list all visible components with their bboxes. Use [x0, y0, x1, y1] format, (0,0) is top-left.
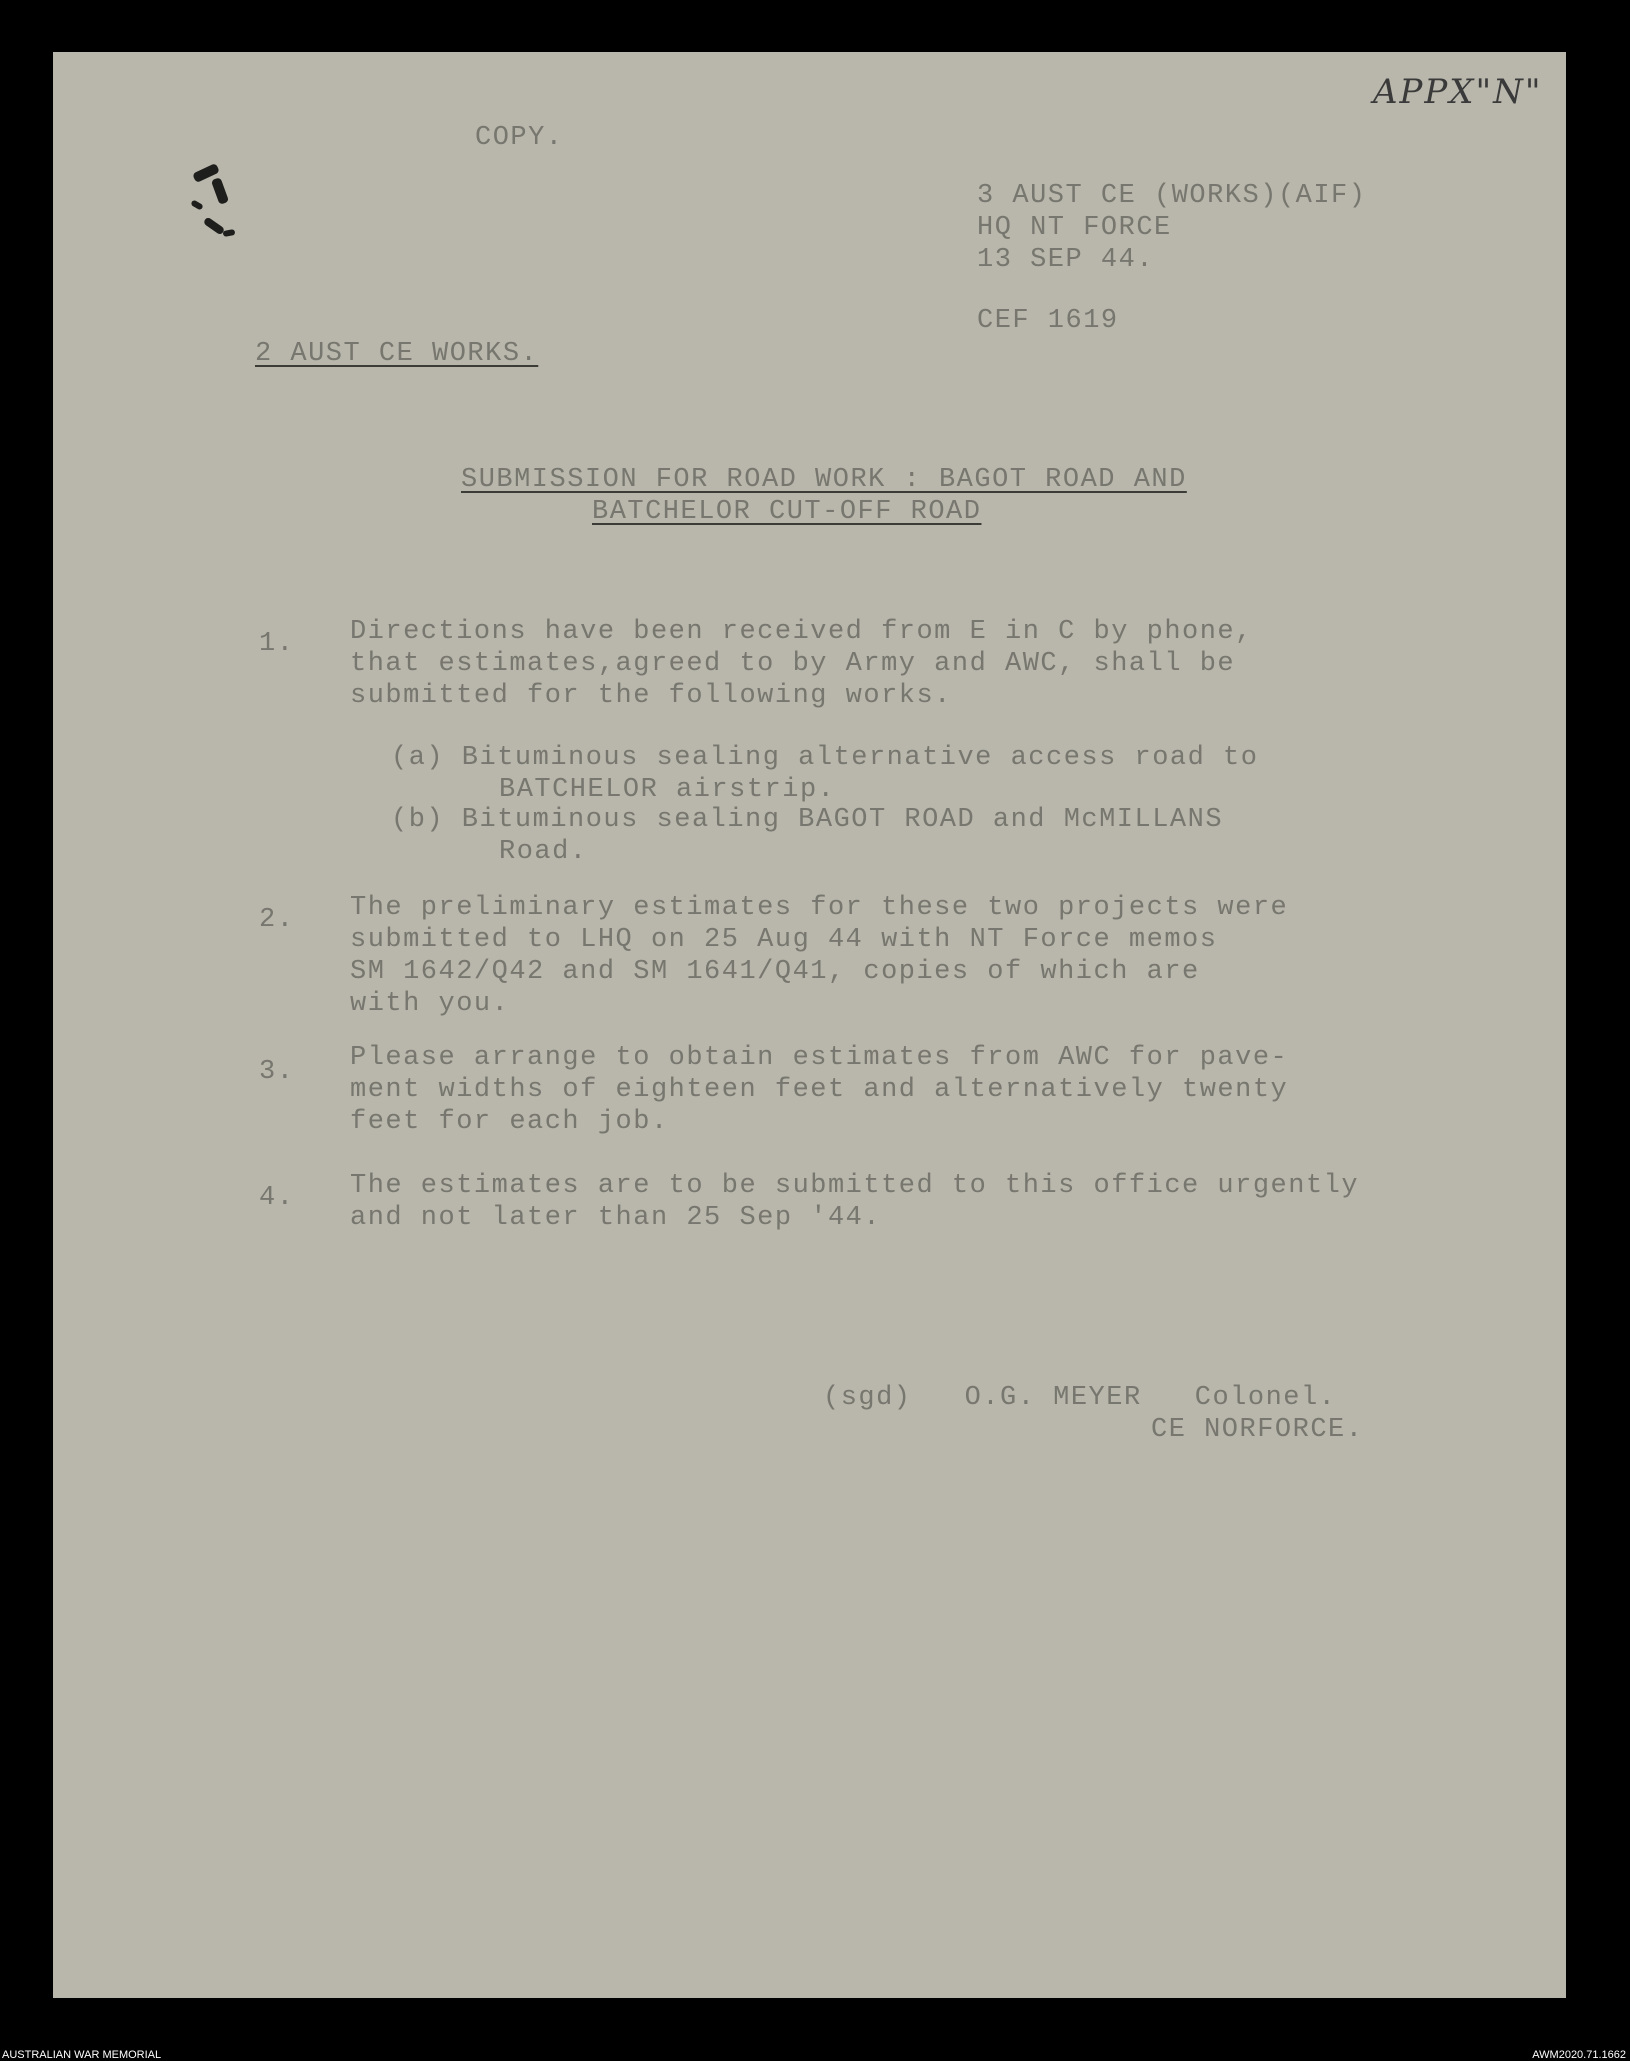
paragraph-line: feet for each job. — [350, 1107, 669, 1137]
paragraph-number: 2. — [259, 905, 295, 935]
paragraph-number: 3. — [259, 1057, 295, 1087]
signature-title: CE NORFORCE. — [1151, 1415, 1364, 1445]
paragraph-line: SM 1642/Q42 and SM 1641/Q41, copies of which are — [350, 957, 1200, 987]
paragraph-line: submitted to LHQ on 25 Aug 44 with NT Force memos — [350, 925, 1218, 955]
handwritten-annotation: APPX"N" — [1373, 72, 1543, 112]
paragraph-line: and not later than 25 Sep '44. — [350, 1203, 882, 1233]
addressee: 2 AUST CE WORKS. — [255, 339, 539, 369]
paragraph-line: ment widths of eighteen feet and alternatively twenty — [350, 1075, 1289, 1105]
paragraph-number: 1. — [259, 629, 295, 659]
ink-blot — [190, 199, 203, 210]
paragraph-line: with you. — [350, 989, 510, 1019]
reference-number: CEF 1619 — [977, 306, 1119, 336]
footer-right: AWM2020.71.1662 — [1532, 2049, 1626, 2061]
sub-item-line: (b) Bituminous sealing BAGOT ROAD and McMILLANS — [391, 805, 1224, 835]
paragraph-line: The estimates are to be submitted to this office urgently — [350, 1171, 1360, 1201]
sender-hq: HQ NT FORCE — [977, 213, 1172, 243]
subject-line-2: BATCHELOR CUT-OFF ROAD — [592, 497, 982, 527]
ink-blot — [211, 177, 229, 205]
footer-left: AUSTRALIAN WAR MEMORIAL — [2, 2049, 162, 2061]
sub-item-line: (a) Bituminous sealing alternative access road to — [391, 743, 1259, 773]
letter-date: 13 SEP 44. — [977, 245, 1155, 275]
copy-label: COPY. — [475, 123, 564, 153]
document-page — [53, 52, 1566, 1998]
sub-item-line: Road. — [499, 837, 588, 867]
paragraph-line: that estimates,agreed to by Army and AWC, shall be — [350, 649, 1236, 679]
paragraph-line: Please arrange to obtain estimates from AWC for pave- — [350, 1043, 1289, 1073]
paragraph-number: 4. — [259, 1183, 295, 1213]
paragraph-line: submitted for the following works. — [350, 681, 952, 711]
sub-item-line: BATCHELOR airstrip. — [499, 775, 836, 805]
ink-blot — [223, 229, 236, 237]
signature-line: (sgd) O.G. MEYER Colonel. — [823, 1383, 1337, 1413]
paragraph-line: The preliminary estimates for these two projects were — [350, 893, 1289, 923]
subject-line-1: SUBMISSION FOR ROAD WORK : BAGOT ROAD AND — [461, 465, 1187, 495]
paragraph-line: Directions have been received from E in C by phone, — [350, 617, 1253, 647]
sender-unit: 3 AUST CE (WORKS)(AIF) — [977, 181, 1367, 211]
